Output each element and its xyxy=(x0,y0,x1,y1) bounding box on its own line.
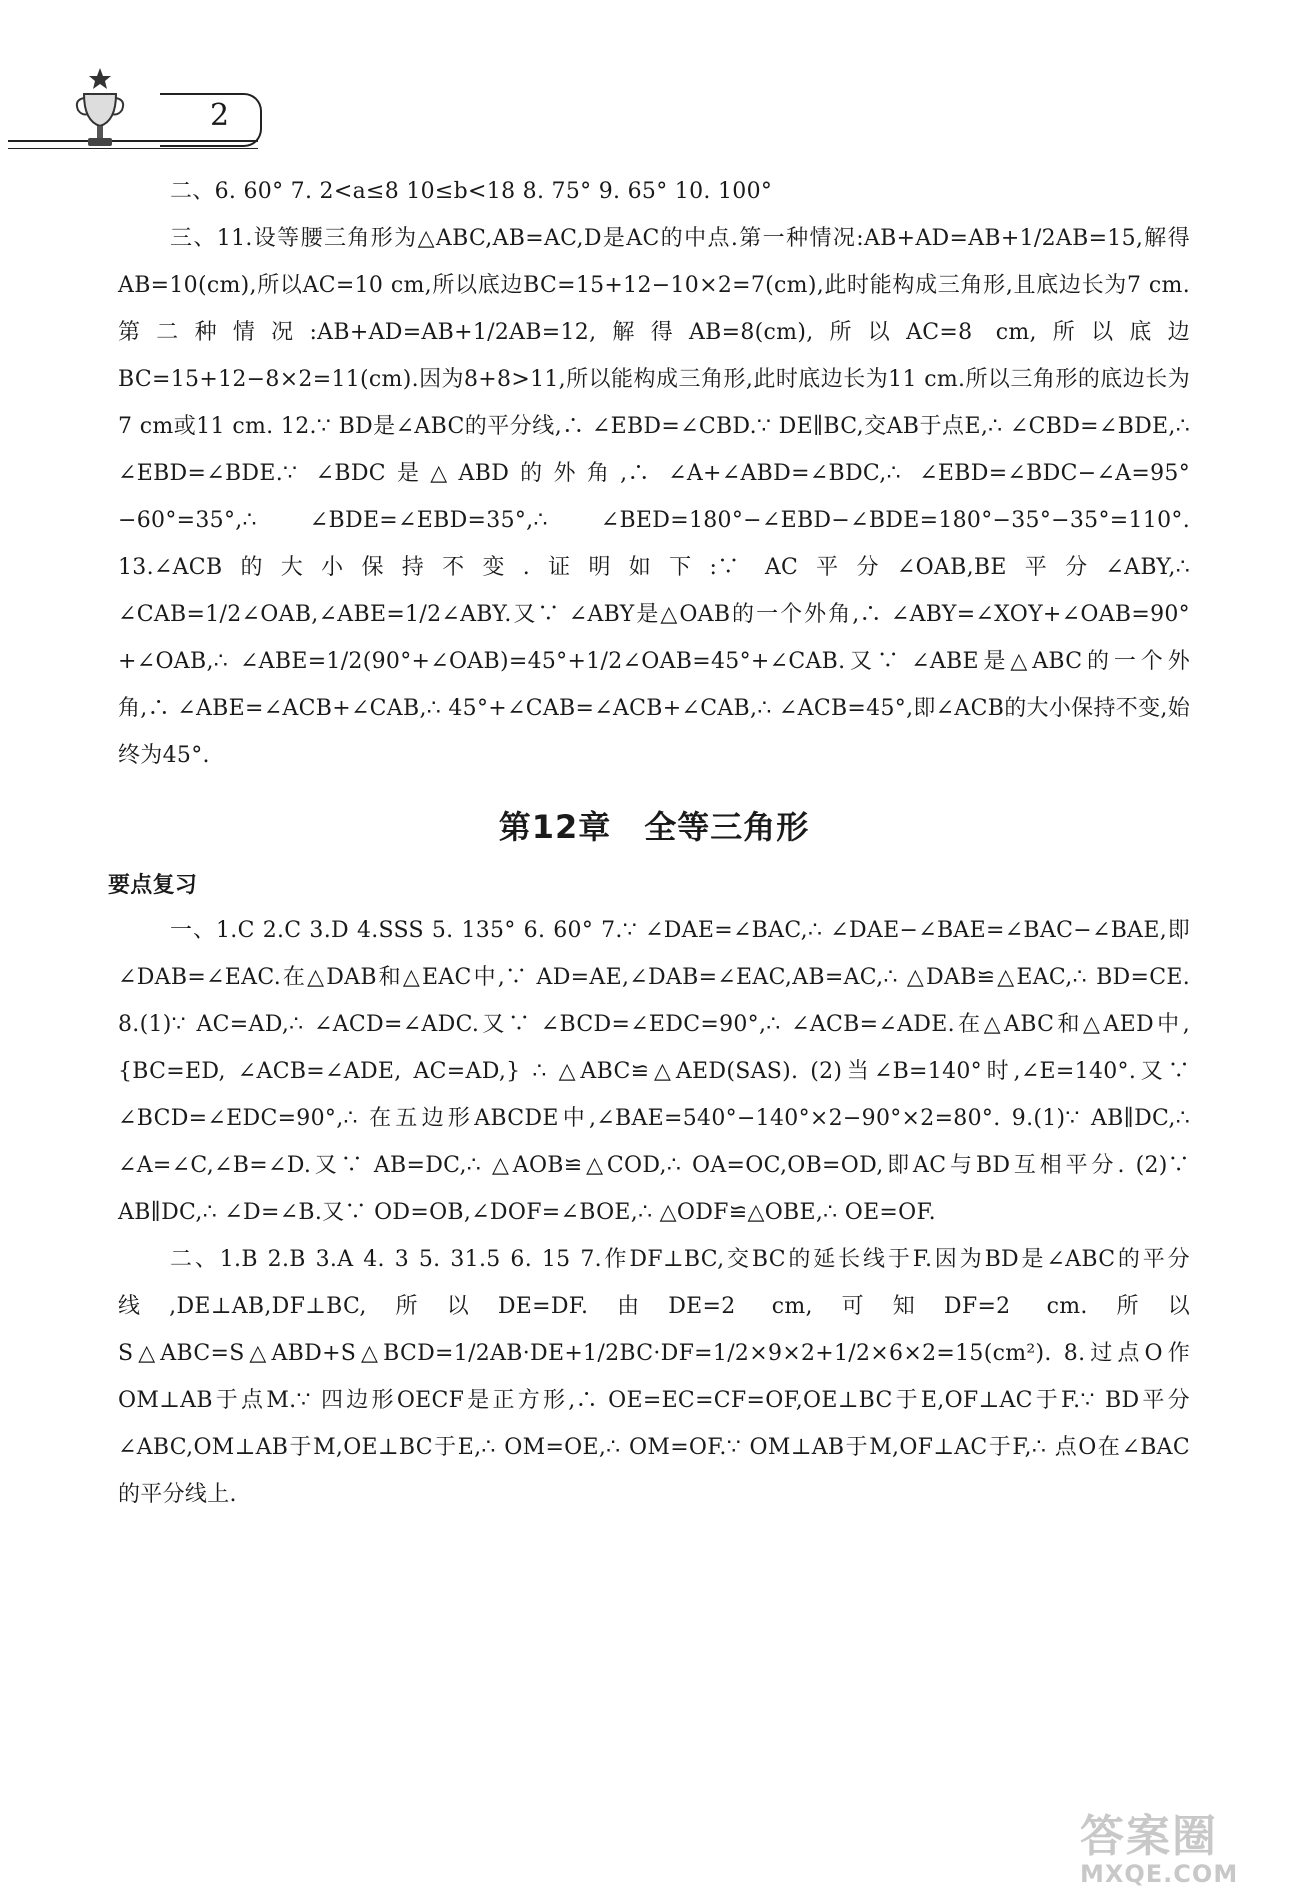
page-header xyxy=(0,58,300,158)
trophy-icon xyxy=(70,66,130,156)
answer-content xyxy=(108,168,1190,1518)
chapter-answer-part-1: 一、1.C 2.C 3.D 4.SSS 5. 135° 6. 60° 7.∵ ∠DAE=∠BAC,∴ ∠DAE−∠BAE=∠BAC−∠BAE,即∠DAB=∠EAC.在△DAB和△EAC中,∵ AD=AE,∠DAB=∠EAC,AB=AC,∴ △DAB≌△EAC,∴ BD=CE. 8.(1)∵ AC=AD,∴ ∠ACD=∠ADC.又∵ ∠BCD=∠EDC=90°,∴ ∠ACB=∠ADE.在△ABC和△AED中,{BC=ED, ∠ACB=∠ADE, AC=AD,} ∴ △ABC≌△AED(SAS). (2)当∠B=140°时,∠E=140°.又∵ ∠BCD=∠EDC=90°,∴ 在五边形ABCDE中,∠BAE=540°−140°×2−90°×2=80°. 9.(1)∵ AB∥DC,∴ ∠A=∠C,∠B=∠D.又∵ AB=DC,∴ △AOB≌△COD,∴ OA=OC,OB=OD,即AC与BD互相平分. (2)∵ AB∥DC,∴ ∠D=∠B.又∵ OD=OB,∠DOF=∠BOE,∴ △ODF≌△OBE,∴ OE=OF. xyxy=(118,918,1190,1225)
header-rule-thin xyxy=(8,148,258,149)
chapter-title: 第12章 全等三角形 xyxy=(498,808,810,846)
chapter-answer-part-2: 二、1.B 2.B 3.A 4. 3 5. 31.5 6. 15 7.作DF⊥BC,交BC的延长线于F.因为BD是∠ABC的平分线,DE⊥AB,DF⊥BC,所以DE=DF.由DE=2 cm,可知DF=2 cm.所以S△ABC=S△ABD+S△BCD=1/2AB·DE+1/2BC·DF=1/2×9×2+1/2×6×2=15(cm²). 8.过点O作OM⊥AB于点M.∵ 四边形OECF是正方形,∴ OE=EC=CF=OF,OE⊥BC于E,OF⊥AC于F.∵ BD平分∠ABC,OM⊥AB于M,OE⊥BC于E,∴ OM=OE,∴ OM=OF.∵ OM⊥AB于M,OF⊥AC于F,∴ 点O在∠BAC的平分线上. xyxy=(118,1247,1190,1507)
section-heading: 要点复习 xyxy=(108,873,198,898)
answer-part-2: 二、6. 60° 7. 2<a≤8 10≤b<18 8. 75° 9. 65° 10. 100° xyxy=(170,179,773,204)
answer-part-3: 三、11.设等腰三角形为△ABC,AB=AC,D是AC的中点.第一种情况:AB+AD=AB+1/2AB=15,解得AB=10(cm),所以AC=10 cm,所以底边BC=15+12−10×2=7(cm),此时能构成三角形,且底边长为7 cm.第二种情况:AB+AD=AB+1/2AB=12,解得AB=8(cm),所以AC=8 cm,所以底边BC=15+12−8×2=11(cm).因为8+8>11,所以能构成三角形,此时底边长为11 cm.所以三角形的底边长为7 cm或11 cm. 12.∵ BD是∠ABC的平分线,∴ ∠EBD=∠CBD.∵ DE∥BC,交AB于点E,∴ ∠CBD=∠BDE,∴ ∠EBD=∠BDE.∵ ∠BDC是△ABD的外角,∴ ∠A+∠ABD=∠BDC,∴ ∠EBD=∠BDC−∠A=95°−60°=35°,∴ ∠BDE=∠EBD=35°,∴ ∠BED=180°−∠EBD−∠BDE=180°−35°−35°=110°. 13.∠ACB的大小保持不变.证明如下:∵ AC平分∠OAB,BE平分∠ABY,∴ ∠CAB=1/2∠OAB,∠ABE=1/2∠ABY.又∵ ∠ABY是△OAB的一个外角,∴ ∠ABY=∠XOY+∠OAB=90°+∠OAB,∴ ∠ABE=1/2(90°+∠OAB)=45°+1/2∠OAB=45°+∠CAB.又∵ ∠ABE是△ABC的一个外角,∴ ∠ABE=∠ACB+∠CAB,∴ 45°+∠CAB=∠ACB+∠CAB,∴ ∠ACB=45°,即∠ACB的大小保持不变,始终为45°. xyxy=(118,226,1190,768)
watermark xyxy=(1080,1813,1280,1893)
page-number: 2 xyxy=(210,98,230,133)
watermark-text: 答案圈 xyxy=(1080,1811,1218,1862)
watermark-url: MXQE.COM xyxy=(1080,1860,1239,1888)
